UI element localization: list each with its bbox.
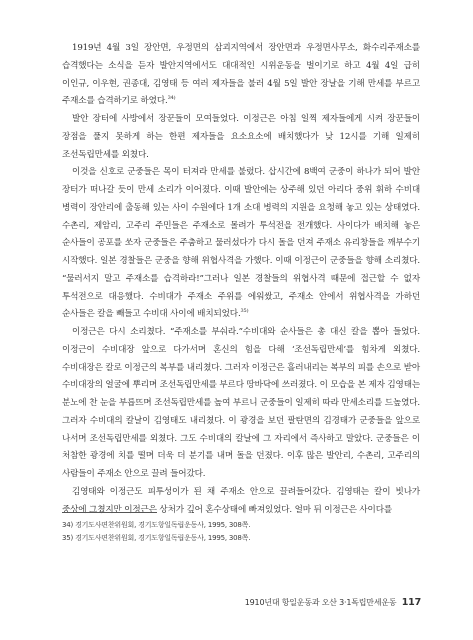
- paragraph-text: 이것을 신호로 군중들은 목이 터져라 만세를 불렀다. 삽시간에 8백여 군중이 하나가 되어 발안 장터가 떠나갈 듯이 만세 소리가 이어졌다. 이때 발안에는 상주해 있던 아리다 중위 휘하 수비대 병력이 장안리에 출동해 있는 사이 수원에다 1개 소대 병력의 지원을 요청해 놓고 있는 상태였다. 수촌리, 제암리, 고주리 주민들은 주재소로 몰려가 투석전을 전개했다. 사이다가 배치해 놓은 순사들이 공포를 쏘자 군중들은 주춤하고 물러섰다가 다시 돌을 던져 주재소 유리창들을 깨부수기 시작했다. 일본 경찰들은 군중을 향해 위협사격을 가했다. 이때 이정근이 군중들을 향해 소리쳤다. “물러서지 말고 주재소를 습격하라!”그러나 일본 경찰들의 위협사격 때문에 접근할 수 없자 투석전으로 대응했다. 수비대가 주재소 주위를 에워쌌고, 주재소 안에서 위협사격을 가하던 순사들은 칼을 빼들고 수비대 사이에 배치되었다.: [62, 167, 420, 320]
- footnotes: [62, 519, 420, 544]
- running-title: 1910년대 항일운동과 오산 3·1독립만세운동: [244, 598, 397, 607]
- paragraph-text: 발안 장터에 사방에서 장꾼들이 모여들었다. 이정근은 아침 일찍 제자들에게 시켜 장꾼들이 장점을 풀지 못하게 하는 한편 제자들을 요소요소에 배치했다가 낮 12시를 기해 일제히 조선독립만세를 외쳤다.: [62, 114, 420, 160]
- running-footer: [245, 597, 421, 608]
- paragraph: [62, 324, 420, 484]
- paragraph: [62, 111, 420, 164]
- paragraph-text: 1919년 4월 3일 장안면, 우정면의 삼괴지역에서 장안면과 우정면사무소, 화수리주재소를 습격했다는 소식을 듣자 발안지역에서도 대대적인 시위운동을 벌이기로 하고 4월 4일 급히 이인규, 이우현, 권종대, 김영태 등 여러 제자들을 불러 4월 5일 발안 장날을 기해 만세를 부르고 주재소를 습격하기로 하였다.: [62, 43, 420, 107]
- paragraph: [62, 40, 420, 111]
- paragraph: [62, 484, 420, 520]
- paragraph-text: 김영태와 이정근도 피투성이가 된 채 주재소 안으로 끌려들어갔다. 김영태는 칼이 빗나가 중상에 그쳤지만 이정근은 상처가 깊어 혼수상태에 빠져있었다. 얼마 뒤 이정근은 사이다를: [62, 486, 420, 515]
- footnote-ref[interactable]: 34): [167, 95, 176, 102]
- footnote-ref[interactable]: 35): [240, 308, 249, 315]
- page-number: 117: [401, 597, 421, 608]
- document-page: [62, 40, 420, 519]
- body-text: [62, 40, 420, 519]
- footnote-item: 34) 경기도사편찬위원회, 경기도항일독립운동사, 1995, 308쪽.: [62, 521, 251, 529]
- paragraph-text: 이정근은 다시 소리쳤다. “주재소를 부숴라.”수비대와 순사들은 총 대신 칼을 뽑아 들었다. 이정근이 수비대장 앞으로 다가서며 혼신의 힘을 다해 ‘조선독립만세’를 힘차게 외쳤다. 수비대장은 칼로 이정근의 복부를 내리쳤다. 그러자 이정근은 흘러내리는 복부의 피를 손으로 받아 수비대장의 얼굴에 뿌리며 조선독립만세를 부르다 땅바닥에 쓰러졌다. 이 모습을 본 제자 김영태는 분노에 찬 눈을 부릅뜨며 조선독립만세를 높여 부르니 군중들이 일제히 따라 만세소리를 드높였다. 그러자 수비대의 칼날이 김영태도 내리쳤다. 이 광경을 보던 팔탄면의 김경태가 군중들을 앞으로 나서며 조선독립만세를 외쳤다. 그도 수비대의 칼날에 그 자리에서 즉사하고 말았다. 군중들은 이 처참한 광경에 치를 떨며 더욱 더 분기를 내며 돌을 던졌다. 이후 많은 발안리, 수촌리, 고주리의 사람들이 주재소 안으로 끌려 들어갔다.: [62, 327, 420, 479]
- paragraph: [62, 164, 420, 324]
- footnote-item: 35) 경기도사편찬위원회, 경기도항일독립운동사, 1995, 308쪽.: [62, 533, 251, 542]
- footnote-divider: [62, 512, 157, 513]
